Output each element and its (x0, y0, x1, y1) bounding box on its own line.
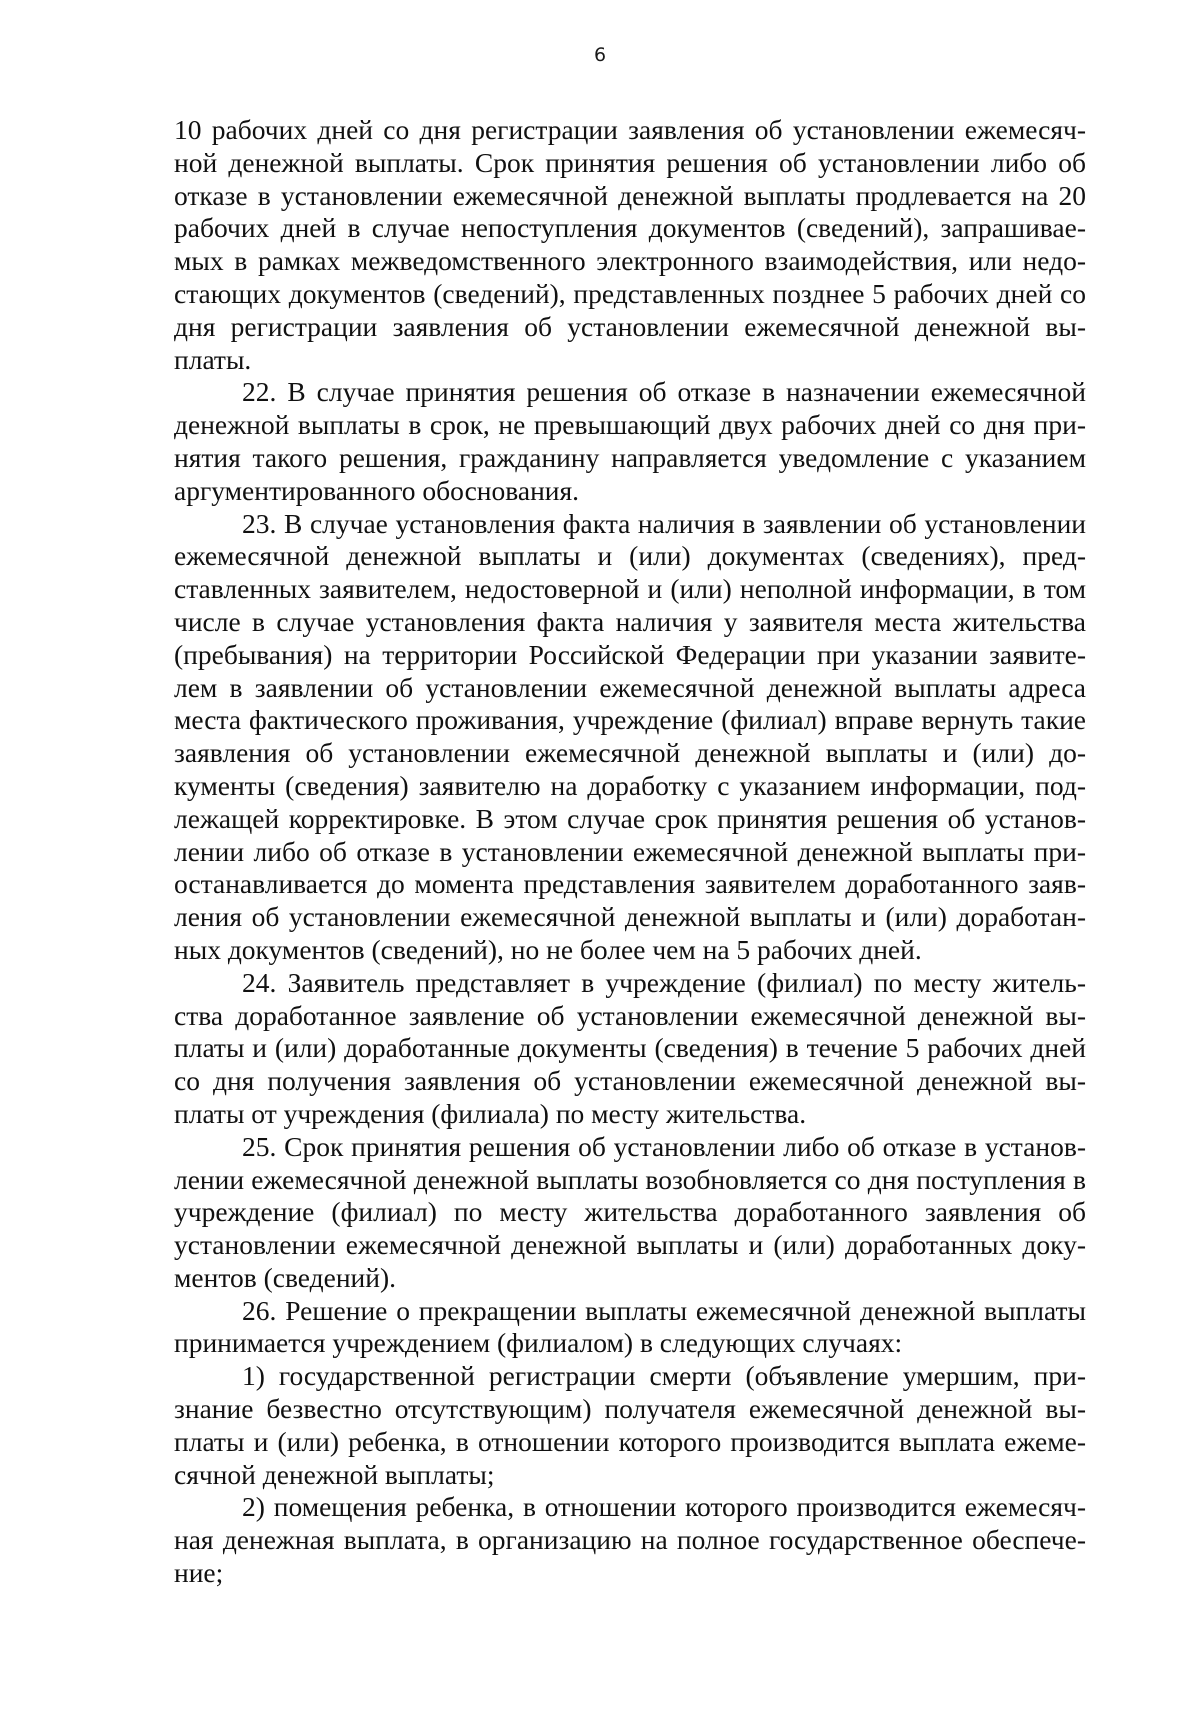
page-number: 6 (593, 44, 607, 66)
paragraph-continuation: 10 рабочих дней со дня регистрации заявления об установлении ежемесячной денежной выплаты. Срок принятия решения об установлении либо об отказе в установлении ежемесячной денежной выплаты продлевается на 20 рабочих дней в случае непоступления документов (сведений), запрашиваемых в рамках межведомственного электронного взаимодействия, или недостающих документов (сведений), представленных позднее 5 рабочих дней со дня регистрации заявления об установлении ежемесячной денежной выплаты. (174, 114, 1086, 375)
document-body (174, 114, 1086, 1590)
list-item-1: 1) государственной регистрации смерти (объявление умершим, признание безвестно отсутствующим) получателя ежемесячной денежной выплаты и (или) ребенка, в отношении которого производится выплата ежемесячной денежной выплаты; (174, 1360, 1086, 1490)
paragraph-22: 22. В случае принятия решения об отказе в назначении ежемесячной денежной выплаты в срок, не превышающий двух рабочих дней со дня принятия такого решения, гражданину направляется уведомление с указанием аргументированного обоснования. (174, 376, 1086, 506)
paragraph-25: 25. Срок принятия решения об установлении либо об отказе в установлении ежемесячной денежной выплаты возобновляется со дня поступления в учреждение (филиал) по месту жительства доработанного заявления об установлении ежемесячной денежной выплаты и (или) доработанных документов (сведений). (174, 1130, 1086, 1293)
paragraph-24: 24. Заявитель представляет в учреждение (филиал) по месту жительства доработанное заявление об установлении ежемесячной денежной выплаты и (или) доработанные документы (сведения) в течение 5 рабочих дней со дня получения заявления об установлении ежемесячной денежной выплаты от учреждения (филиала) по месту жительства. (174, 966, 1086, 1129)
list-item-2: 2) помещения ребенка, в отношении которого производится ежемесячная денежная выплата, в организацию на полное государственное обеспечение; (174, 1491, 1086, 1589)
paragraph-26: 26. Решение о прекращении выплаты ежемесячной денежной выплаты принимается учреждением (филиалом) в следующих случаях: (174, 1294, 1086, 1359)
paragraph-23: 23. В случае установления факта наличия в заявлении об установлении ежемесячной денежной выплаты и (или) документах (сведениях), представленных заявителем, недостоверной и (или) неполной информации, в том числе в случае установления факта наличия у заявителя места жительства (пребывания) на территории Российской Федерации при указании заявителем в заявлении об установлении ежемесячной денежной выплаты адреса места фактического проживания, учреждение (филиал) вправе вернуть такие заявления об установлении ежемесячной денежной выплаты и (или) документы (сведения) заявителю на доработку с указанием информации, подлежащей корректировке. В этом случае срок принятия решения об установлении либо об отказе в установлении ежемесячной денежной выплаты приостанавливается до момента представления заявителем доработанного заявления об установлении ежемесячной денежной выплаты и (или) доработанных документов (сведений), но не более чем на 5 рабочих дней. (174, 507, 1086, 965)
